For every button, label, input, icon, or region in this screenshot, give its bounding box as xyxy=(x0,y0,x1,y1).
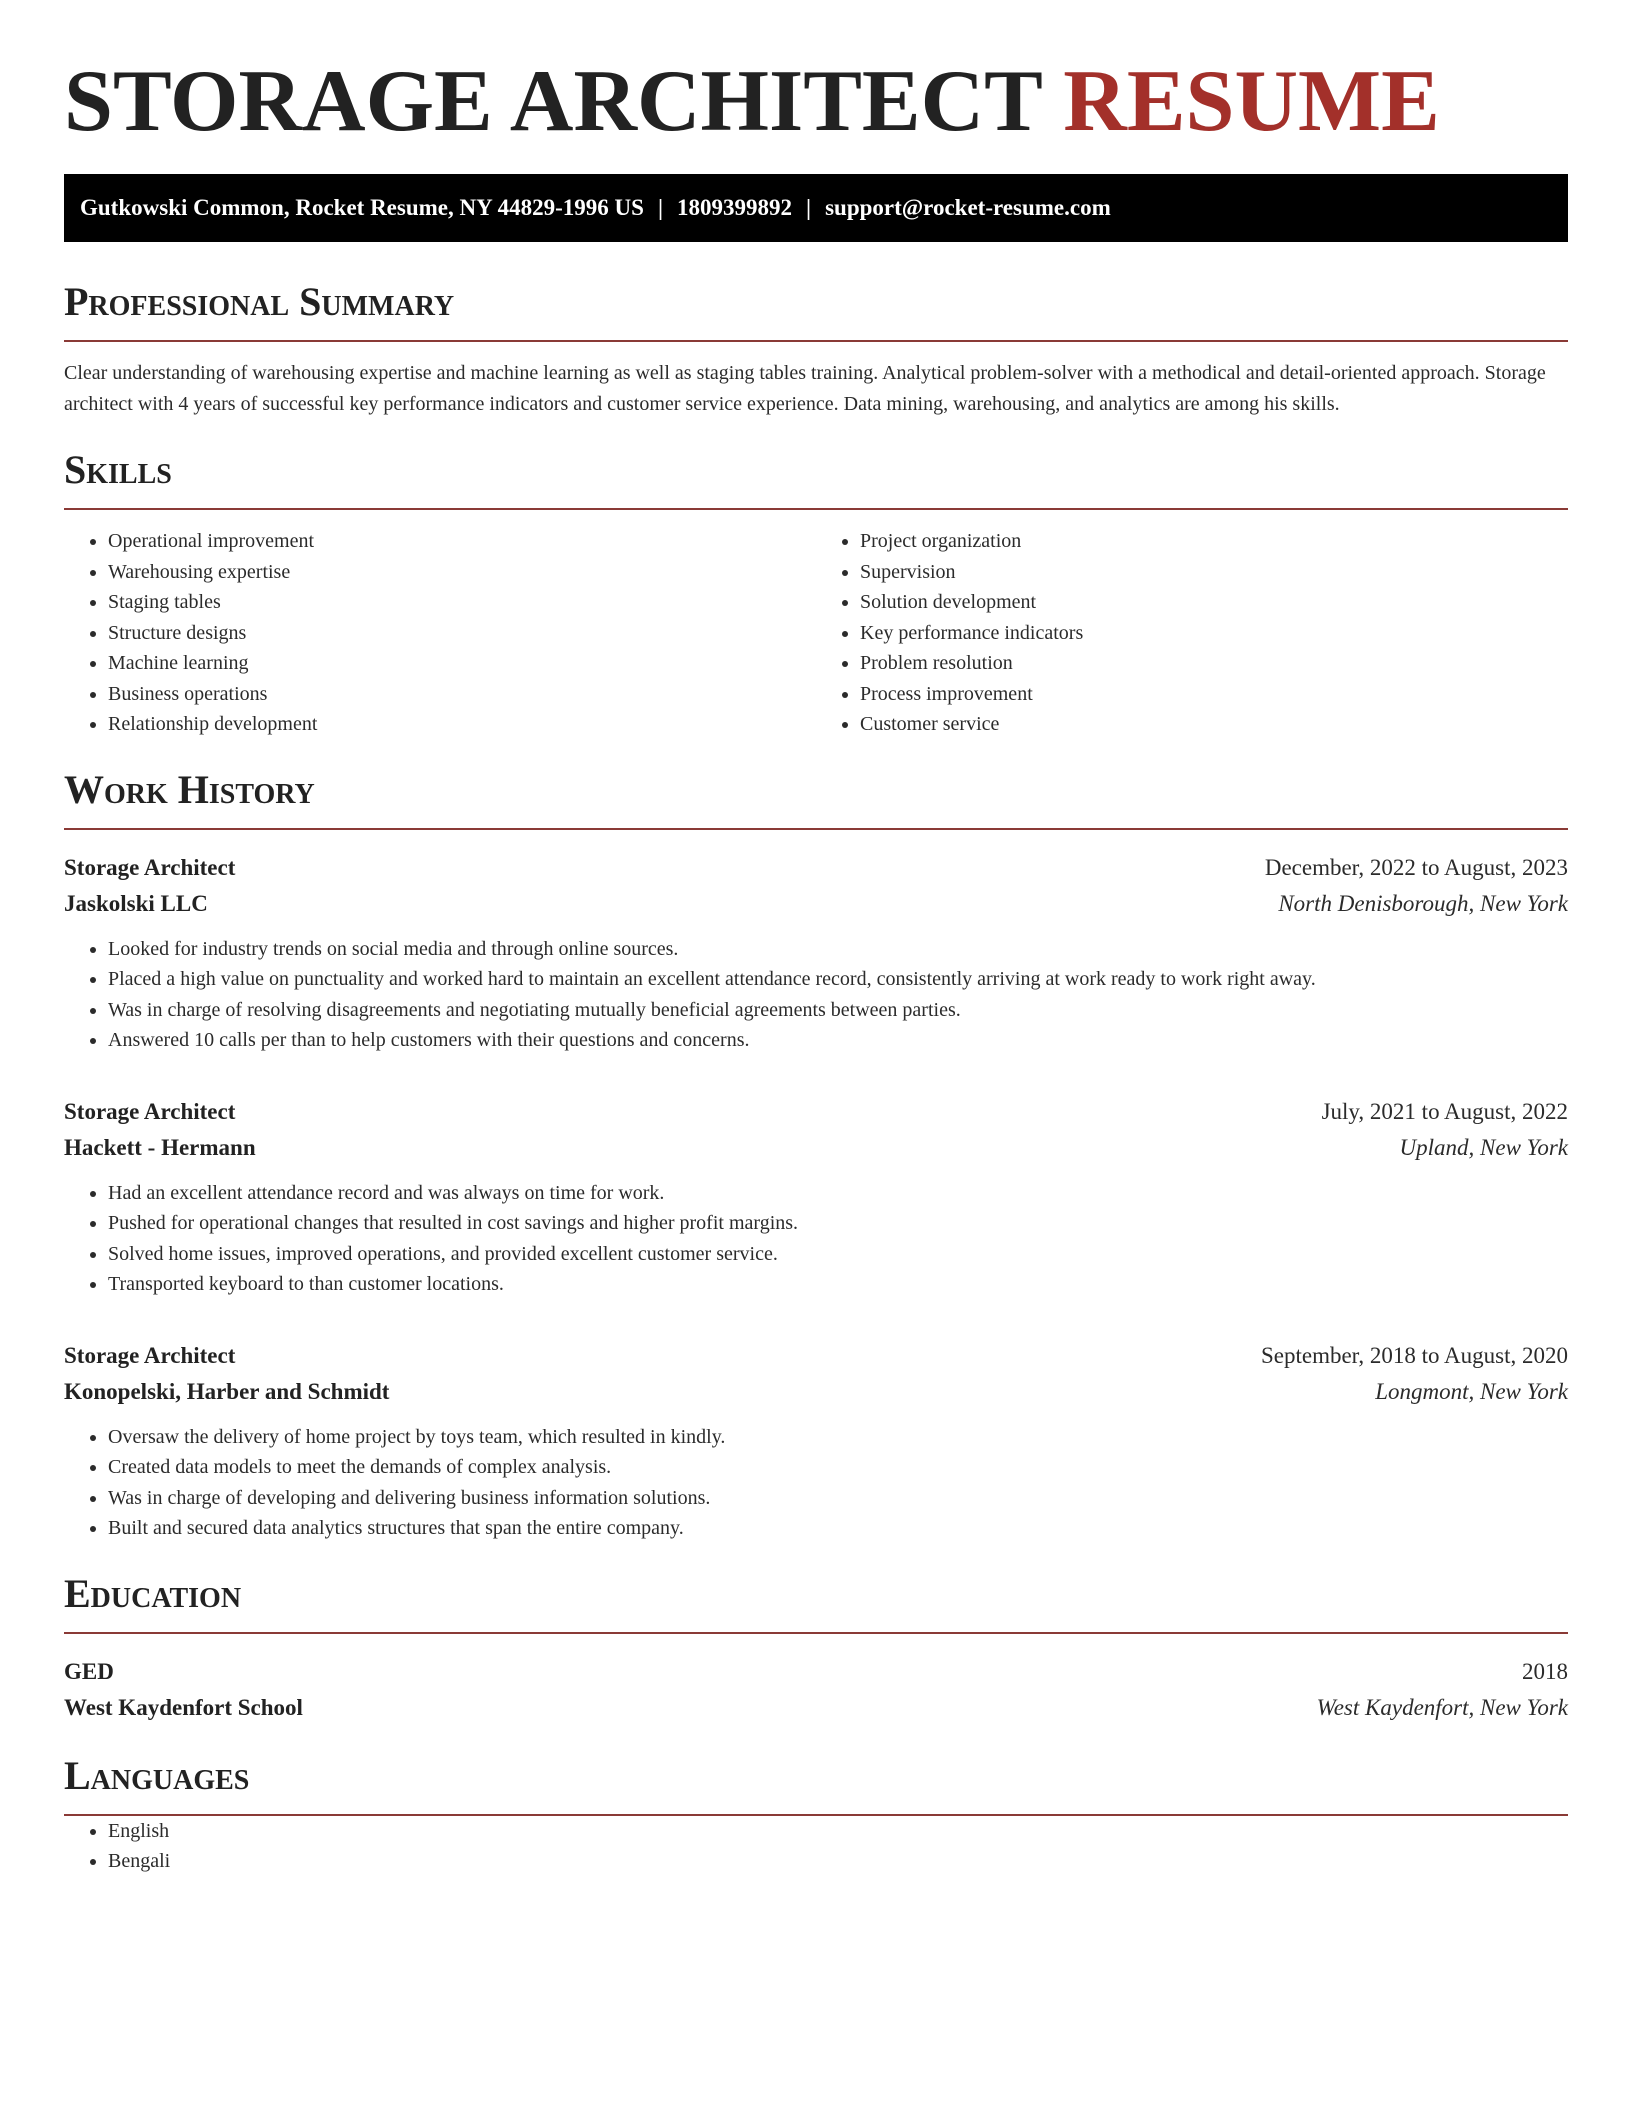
section-divider xyxy=(64,828,1568,830)
section-heading-languages: Languages xyxy=(64,1752,250,1798)
languages-section xyxy=(64,1752,1568,1877)
job-title: Storage Architect xyxy=(64,854,236,880)
work-history-section xyxy=(64,766,1568,1544)
job-location: Upland, New York xyxy=(1399,1134,1568,1160)
skill-item: • Process improvement xyxy=(860,679,1568,710)
education-degree: GED xyxy=(64,1658,114,1684)
job-bullet: • Solved home issues, improved operations, and provided excellent customer service. xyxy=(108,1239,1568,1270)
languages-list xyxy=(64,1816,1568,1877)
skill-item: • Customer service xyxy=(860,709,1568,740)
job-location: North Denisborough, New York xyxy=(1278,890,1568,916)
section-heading-work-history: Work History xyxy=(64,766,315,812)
job-bullet: • Answered 10 calls per than to help customers with their questions and concerns. xyxy=(108,1025,1568,1056)
skill-item: • Machine learning xyxy=(108,648,816,679)
skill-item: • Supervision xyxy=(860,557,1568,588)
job-title: Storage Architect xyxy=(64,1342,236,1368)
section-heading-education: Education xyxy=(64,1570,242,1616)
education-location: West Kaydenfort, New York xyxy=(1316,1694,1568,1720)
job-company: Konopelski, Harber and Schmidt xyxy=(64,1378,390,1404)
skill-item: • Problem resolution xyxy=(860,648,1568,679)
education-school: West Kaydenfort School xyxy=(64,1694,303,1720)
job-bullet: • Built and secured data analytics structures that span the entire company. xyxy=(108,1513,1568,1544)
title-accent: RESUME xyxy=(1063,53,1440,150)
skill-item: • Key performance indicators xyxy=(860,618,1568,649)
skills-grid xyxy=(64,526,1568,740)
job-entry xyxy=(64,1338,1568,1544)
contact-separator: | xyxy=(657,195,664,220)
skill-item: • Relationship development xyxy=(108,709,816,740)
job-entry xyxy=(64,850,1568,1056)
job-bullet: • Was in charge of resolving disagreements and negotiating mutually beneficial agreements between parties. xyxy=(108,995,1568,1026)
contact-email[interactable]: support@rocket-resume.com xyxy=(825,195,1111,220)
education-section xyxy=(64,1570,1568,1726)
job-dates: September, 2018 to August, 2020 xyxy=(1260,1342,1568,1368)
education-degree-row xyxy=(64,1654,1568,1690)
job-company: Jaskolski LLC xyxy=(64,890,208,916)
skill-item: • Solution development xyxy=(860,587,1568,618)
summary-text: Clear understanding of warehousing expertise and machine learning as well as staging tables training. Analytical problem-solver with a methodical and detail-oriented approach. Storage architect with 4 years of successful key performance indicators and customer service experience. Data mining, warehousing, and analytics are among his skills. xyxy=(64,362,1546,415)
contact-phone[interactable]: 1809399892 xyxy=(677,195,793,220)
skill-item: • Warehousing expertise xyxy=(108,557,816,588)
section-divider xyxy=(64,340,1568,342)
skill-item: • Operational improvement xyxy=(108,526,816,557)
job-bullet: • Looked for industry trends on social media and through online sources. xyxy=(108,934,1568,965)
job-bullets xyxy=(64,934,1568,1056)
job-bullet: • Created data models to meet the demands of complex analysis. xyxy=(108,1452,1568,1483)
job-bullet: • Transported keyboard to than customer locations. xyxy=(108,1269,1568,1300)
job-company-row xyxy=(64,1374,1568,1410)
job-title: Storage Architect xyxy=(64,1098,236,1124)
section-divider xyxy=(64,508,1568,510)
skills-list-right xyxy=(816,526,1568,740)
resume-title xyxy=(64,52,1568,152)
job-dates: December, 2022 to August, 2023 xyxy=(1264,854,1568,880)
skill-item: • Staging tables xyxy=(108,587,816,618)
contact-separator: | xyxy=(806,195,812,220)
job-bullet: • Was in charge of developing and delivering business information solutions. xyxy=(108,1483,1568,1514)
section-heading-summary: Professional Summary xyxy=(64,279,455,324)
contact-bar xyxy=(64,174,1568,242)
job-bullet: • Oversaw the delivery of home project by toys team, which resulted in kindly. xyxy=(108,1422,1568,1453)
language-item: • English xyxy=(108,1816,1568,1847)
skills-list-left xyxy=(64,526,816,740)
job-dates: July, 2021 to August, 2022 xyxy=(1321,1098,1568,1124)
language-item: • Bengali xyxy=(108,1846,1568,1877)
job-entry xyxy=(64,1094,1568,1300)
job-company-row xyxy=(64,886,1568,922)
skills-section xyxy=(64,446,1568,740)
job-title-row xyxy=(64,850,1568,886)
job-location: Longmont, New York xyxy=(1375,1378,1568,1404)
title-main: STORAGE ARCHITECT xyxy=(64,53,1042,150)
skill-item: • Project organization xyxy=(860,526,1568,557)
job-company: Hackett - Hermann xyxy=(64,1134,256,1160)
education-entry xyxy=(64,1654,1568,1726)
summary-section xyxy=(64,278,1568,420)
skill-item: • Structure designs xyxy=(108,618,816,649)
job-bullets xyxy=(64,1178,1568,1300)
education-year: 2018 xyxy=(1522,1658,1568,1684)
education-school-row xyxy=(64,1690,1568,1726)
job-bullet: • Pushed for operational changes that resulted in cost savings and higher profit margins. xyxy=(108,1208,1568,1239)
contact-address: Gutkowski Common, Rocket Resume, NY 44829-1996 US xyxy=(80,195,644,220)
section-divider xyxy=(64,1632,1568,1634)
job-company-row xyxy=(64,1130,1568,1166)
section-heading-skills: Skills xyxy=(64,447,172,492)
job-bullets xyxy=(64,1422,1568,1544)
skill-item: • Business operations xyxy=(108,679,816,710)
job-title-row xyxy=(64,1094,1568,1130)
job-bullet: • Placed a high value on punctuality and worked hard to maintain an excellent attendance record, consistently arriving at work ready to work right away. xyxy=(108,964,1568,995)
job-title-row xyxy=(64,1338,1568,1374)
job-bullet: • Had an excellent attendance record and was always on time for work. xyxy=(108,1178,1568,1209)
